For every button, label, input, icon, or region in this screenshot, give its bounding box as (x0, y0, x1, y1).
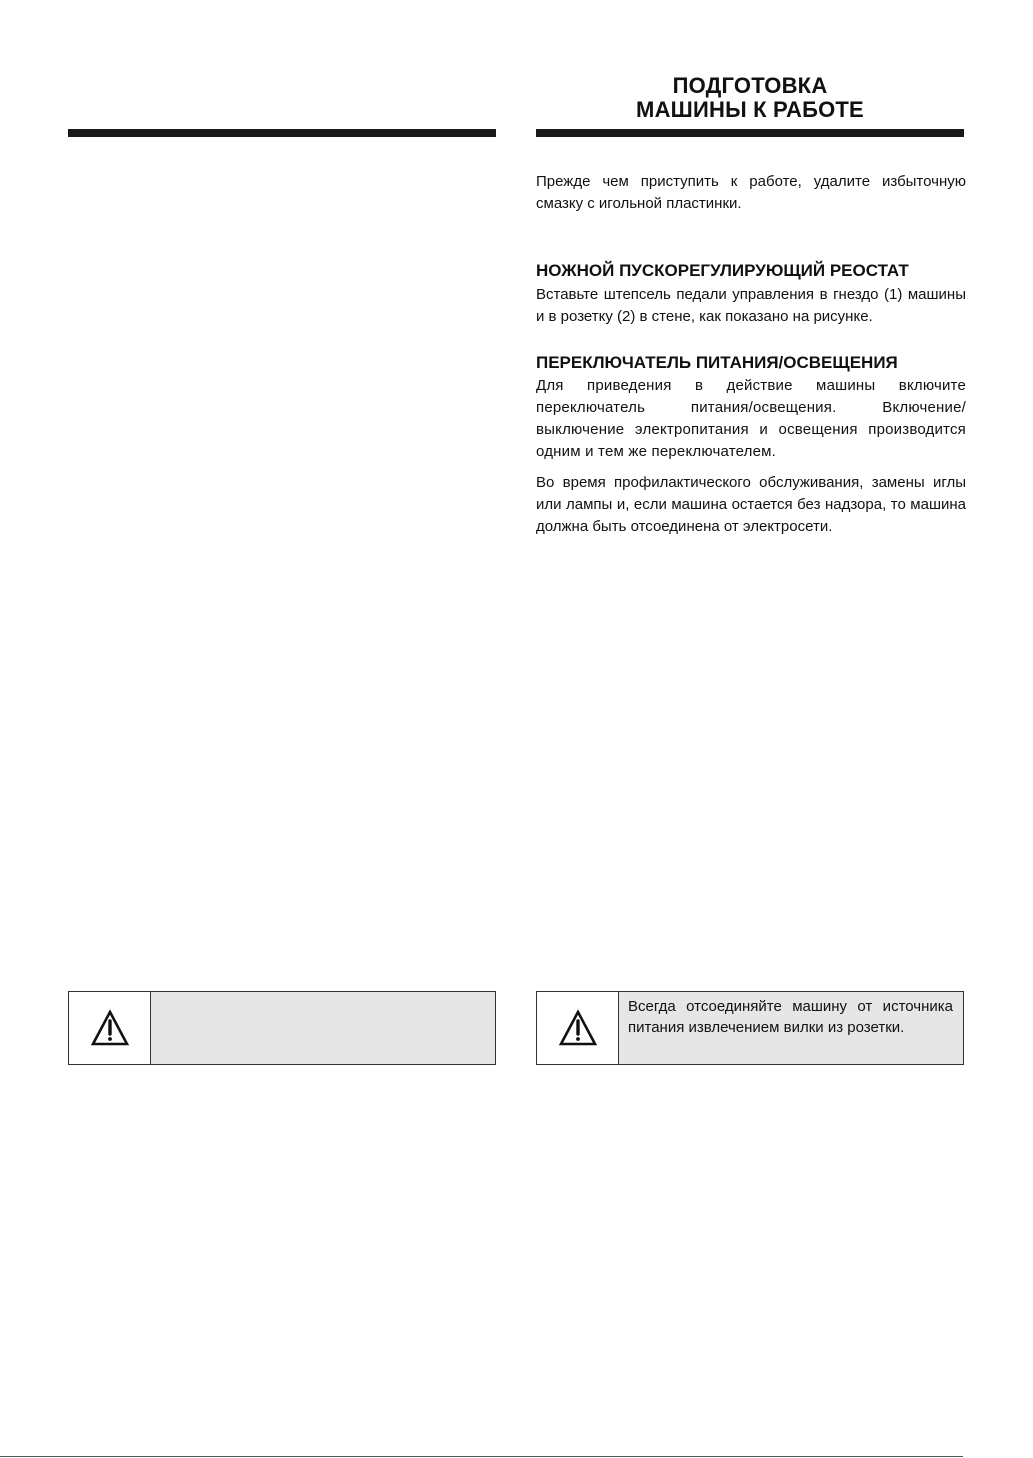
title-line-2: МАШИНЫ К РАБОТЕ (636, 97, 864, 122)
left-warning-text (151, 992, 495, 1064)
warning-triangle-icon (90, 1009, 130, 1047)
title-line-1: ПОДГОТОВКА (672, 73, 828, 98)
pedal-section-heading-wrap (536, 260, 966, 282)
warning-triangle-icon (558, 1009, 598, 1047)
switch-text-2: Во время профилактического обслуживания, замены иглы или лампы и, если машина остается без надзора, то машина должна быть отсоединена от электросети. (536, 474, 966, 535)
pedal-section-body (536, 284, 966, 328)
left-warning-box (68, 991, 496, 1065)
switch-text-1: Для приведения в действие машины включите переключатель питания/освещения. Включение/ выключение электропитания и освещения производится одним и тем же переключателем. (536, 377, 966, 460)
switch-section-body-1 (536, 375, 966, 463)
right-warning-box (536, 991, 964, 1065)
switch-heading: ПЕРЕКЛЮЧАТЕЛЬ ПИТАНИЯ/ОСВЕЩЕНИЯ (536, 353, 898, 372)
right-warning-text: Всегда отсоединяйте машину от источника питания извлечением вилки из розетки. (628, 998, 953, 1036)
left-header-rule (68, 129, 496, 137)
intro-section (536, 171, 966, 215)
page-bottom-rule (0, 1456, 963, 1457)
left-warning-icon-cell (69, 992, 151, 1064)
intro-text: Прежде чем приступить к работе, удалите избыточную смазку с игольной пластинки. (536, 173, 966, 212)
switch-section-body-2 (536, 472, 966, 538)
pedal-text: Вставьте штепсель педали управления в гнездо (1) машины и в розетку (2) в стене, как показано на рисунке. (536, 286, 966, 325)
page-title (536, 74, 964, 122)
right-warning-icon-cell (537, 992, 619, 1064)
switch-section-heading-wrap (536, 352, 966, 374)
pedal-heading: НОЖНОЙ ПУСКОРЕГУЛИРУЮЩИЙ РЕОСТАТ (536, 261, 909, 280)
right-header-rule (536, 129, 964, 137)
